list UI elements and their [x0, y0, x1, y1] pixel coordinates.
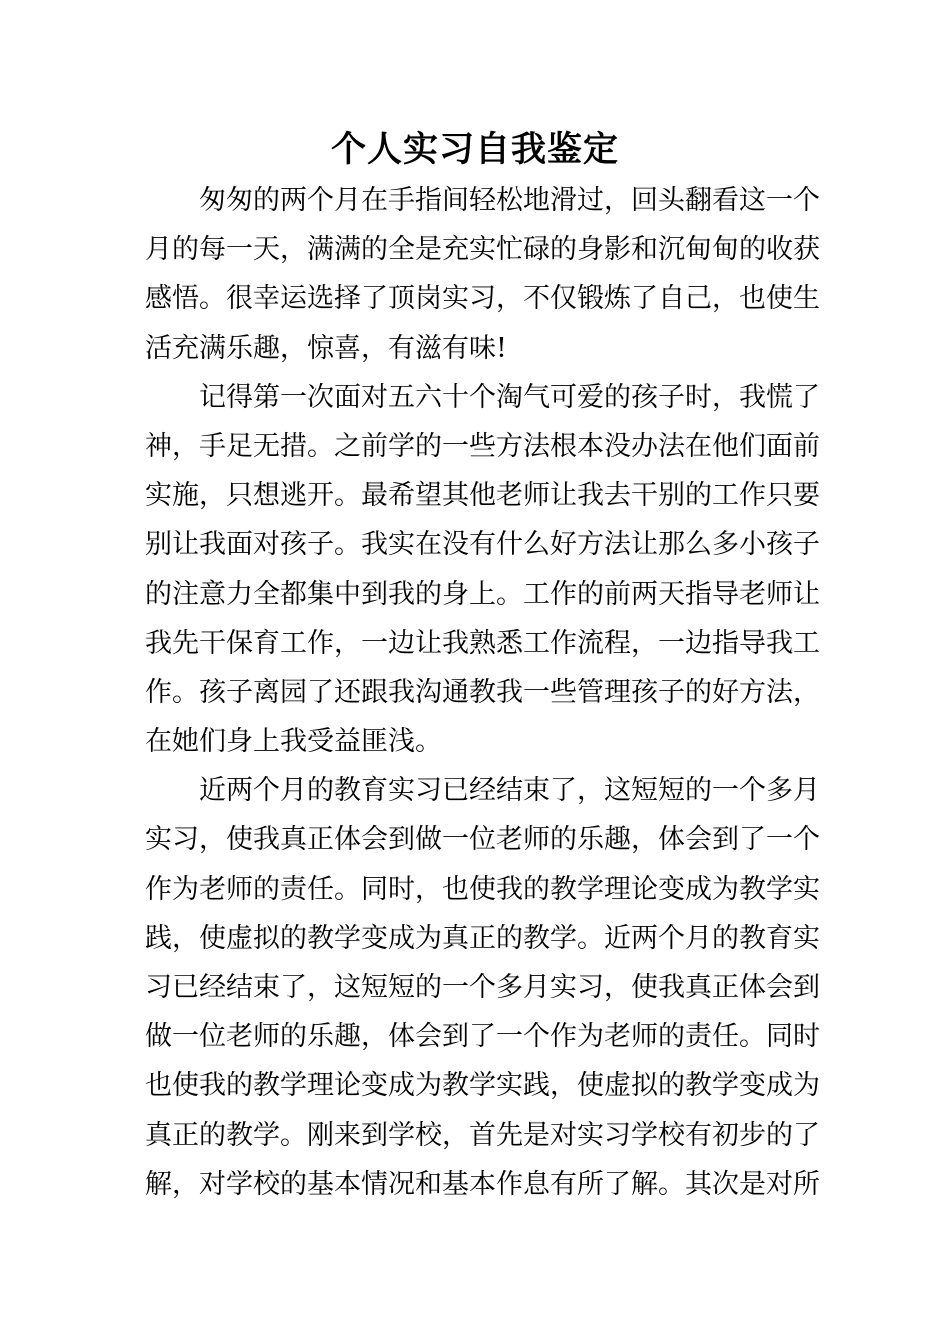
document-title: 个人实习自我鉴定: [330, 129, 619, 170]
paragraph-3-line-4: 践，使虚拟的教学变成为真正的教学。近两个月的教育实: [145, 922, 820, 954]
paragraph-1-line-2: 月的每一天，满满的全是充实忙碌的身影和沉甸甸的收获: [145, 234, 820, 266]
paragraph-2-line-3: 实施，只想逃开。最希望其他老师让我去干别的工作只要: [145, 480, 820, 512]
paragraph-2-line-2: 神，手足无措。之前学的一些方法根本没办法在他们面前: [145, 430, 820, 462]
paragraph-2-line-1: 记得第一次面对五六十个淘气可爱的孩子时，我慌了: [199, 381, 820, 413]
paragraph-3-line-2: 实习，使我真正体会到做一位老师的乐趣，体会到了一个: [145, 824, 820, 856]
paragraph-3-line-5: 习已经结束了，这短短的一个多月实习，使我真正体会到: [145, 972, 820, 1003]
paragraph-2-line-7: 作。孩子离园了还跟我沟通教我一些管理孩子的好方法，: [145, 676, 820, 708]
paragraph-3-line-8: 真正的教学。刚来到学校，首先是对实习学校有初步的了: [145, 1119, 820, 1151]
paragraph-3-line-6: 做一位老师的乐趣，体会到了一个作为老师的责任。同时: [145, 1021, 820, 1053]
paragraph-2-line-4: 别让我面对孩子。我实在没有什么好方法让那么多小孩子: [145, 529, 820, 561]
paragraph-1-line-3: 感悟。很幸运选择了顶岗实习，不仅锻炼了自己，也使生: [145, 283, 820, 315]
paragraph-3-line-9: 解，对学校的基本情况和基本作息有所了解。其次是对所: [145, 1168, 820, 1200]
paragraph-3-line-7: 也使我的教学理论变成为教学实践，使虚拟的教学变成为: [145, 1070, 820, 1102]
paragraph-3-line-1: 近两个月的教育实习已经结束了，这短短的一个多月: [199, 775, 820, 807]
paragraph-2-line-6: 我先干保育工作，一边让我熟悉工作流程，一边指导我工: [145, 627, 820, 659]
paragraph-1-line-4: 活充满乐趣，惊喜，有滋有味!: [145, 332, 507, 364]
paragraph-3-line-3: 作为老师的责任。同时，也使我的教学理论变成为教学实: [145, 873, 820, 905]
paragraph-1-line-1: 匆匆的两个月在手指间轻松地滑过，回头翻看这一个: [199, 185, 820, 216]
paragraph-2-line-5: 的注意力全都集中到我的身上。工作的前两天指导老师让: [145, 578, 820, 610]
document-body: [145, 176, 820, 1209]
paragraph-2-line-8: 在她们身上我受益匪浅。: [145, 726, 442, 758]
